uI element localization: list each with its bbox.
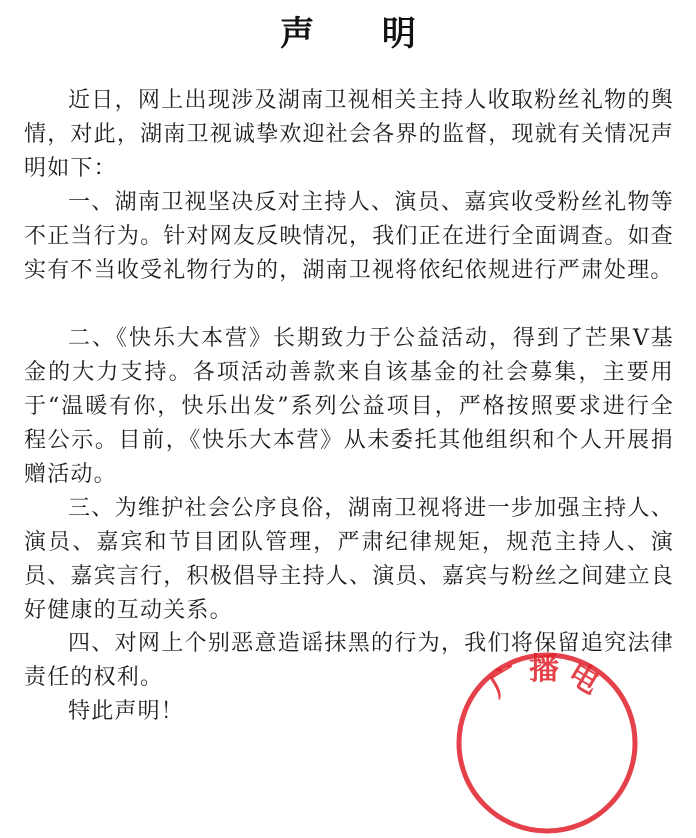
point-two-paragraph: 二、《快乐大本营》长期致力于公益活动，得到了芒果V基金的大力支持。各项活动善款来自该基金的社会募集，主要用于“温暖有你，快乐出发”系列公益项目，严格按照要求进行全程公示。目前，《快乐大本营》从未委托其他组织和个人开展捐赠活动。 xyxy=(24,326,674,487)
official-seal-stamp xyxy=(452,648,642,838)
intro-paragraph: 近日，网上出现涉及湖南卫视相关主持人收取粉丝礼物的舆情，对此，湖南卫视诚挚欢迎社会各界的监督，现就有关情况声明如下： xyxy=(24,88,674,181)
point-four-paragraph: 四、对网上个别恶意造谣抹黑的行为，我们将保留追究法律责任的权利。 xyxy=(24,631,674,690)
point-one-paragraph: 一、湖南卫视坚决反对主持人、演员、嘉宾收受粉丝礼物等不正当行为。针对网友反映情况，我们正在进行全面调查。如查实有不当收受礼物行为的，湖南卫视将依纪依规进行严肃处理。 xyxy=(24,190,674,283)
document-title: 声 明 xyxy=(280,14,444,54)
point-three-paragraph: 三、为维护社会公序良俗，湖南卫视将进一步加强主持人、演员、嘉宾和节目团队管理，严肃纪律规矩，规范主持人、演员、嘉宾言行，积极倡导主持人、演员、嘉宾与粉丝之间建立良好健康的互动关系。 xyxy=(24,496,674,623)
closing-paragraph: 特此声明！ xyxy=(68,699,185,724)
svg-text:广播电: 广播电 xyxy=(483,652,611,705)
